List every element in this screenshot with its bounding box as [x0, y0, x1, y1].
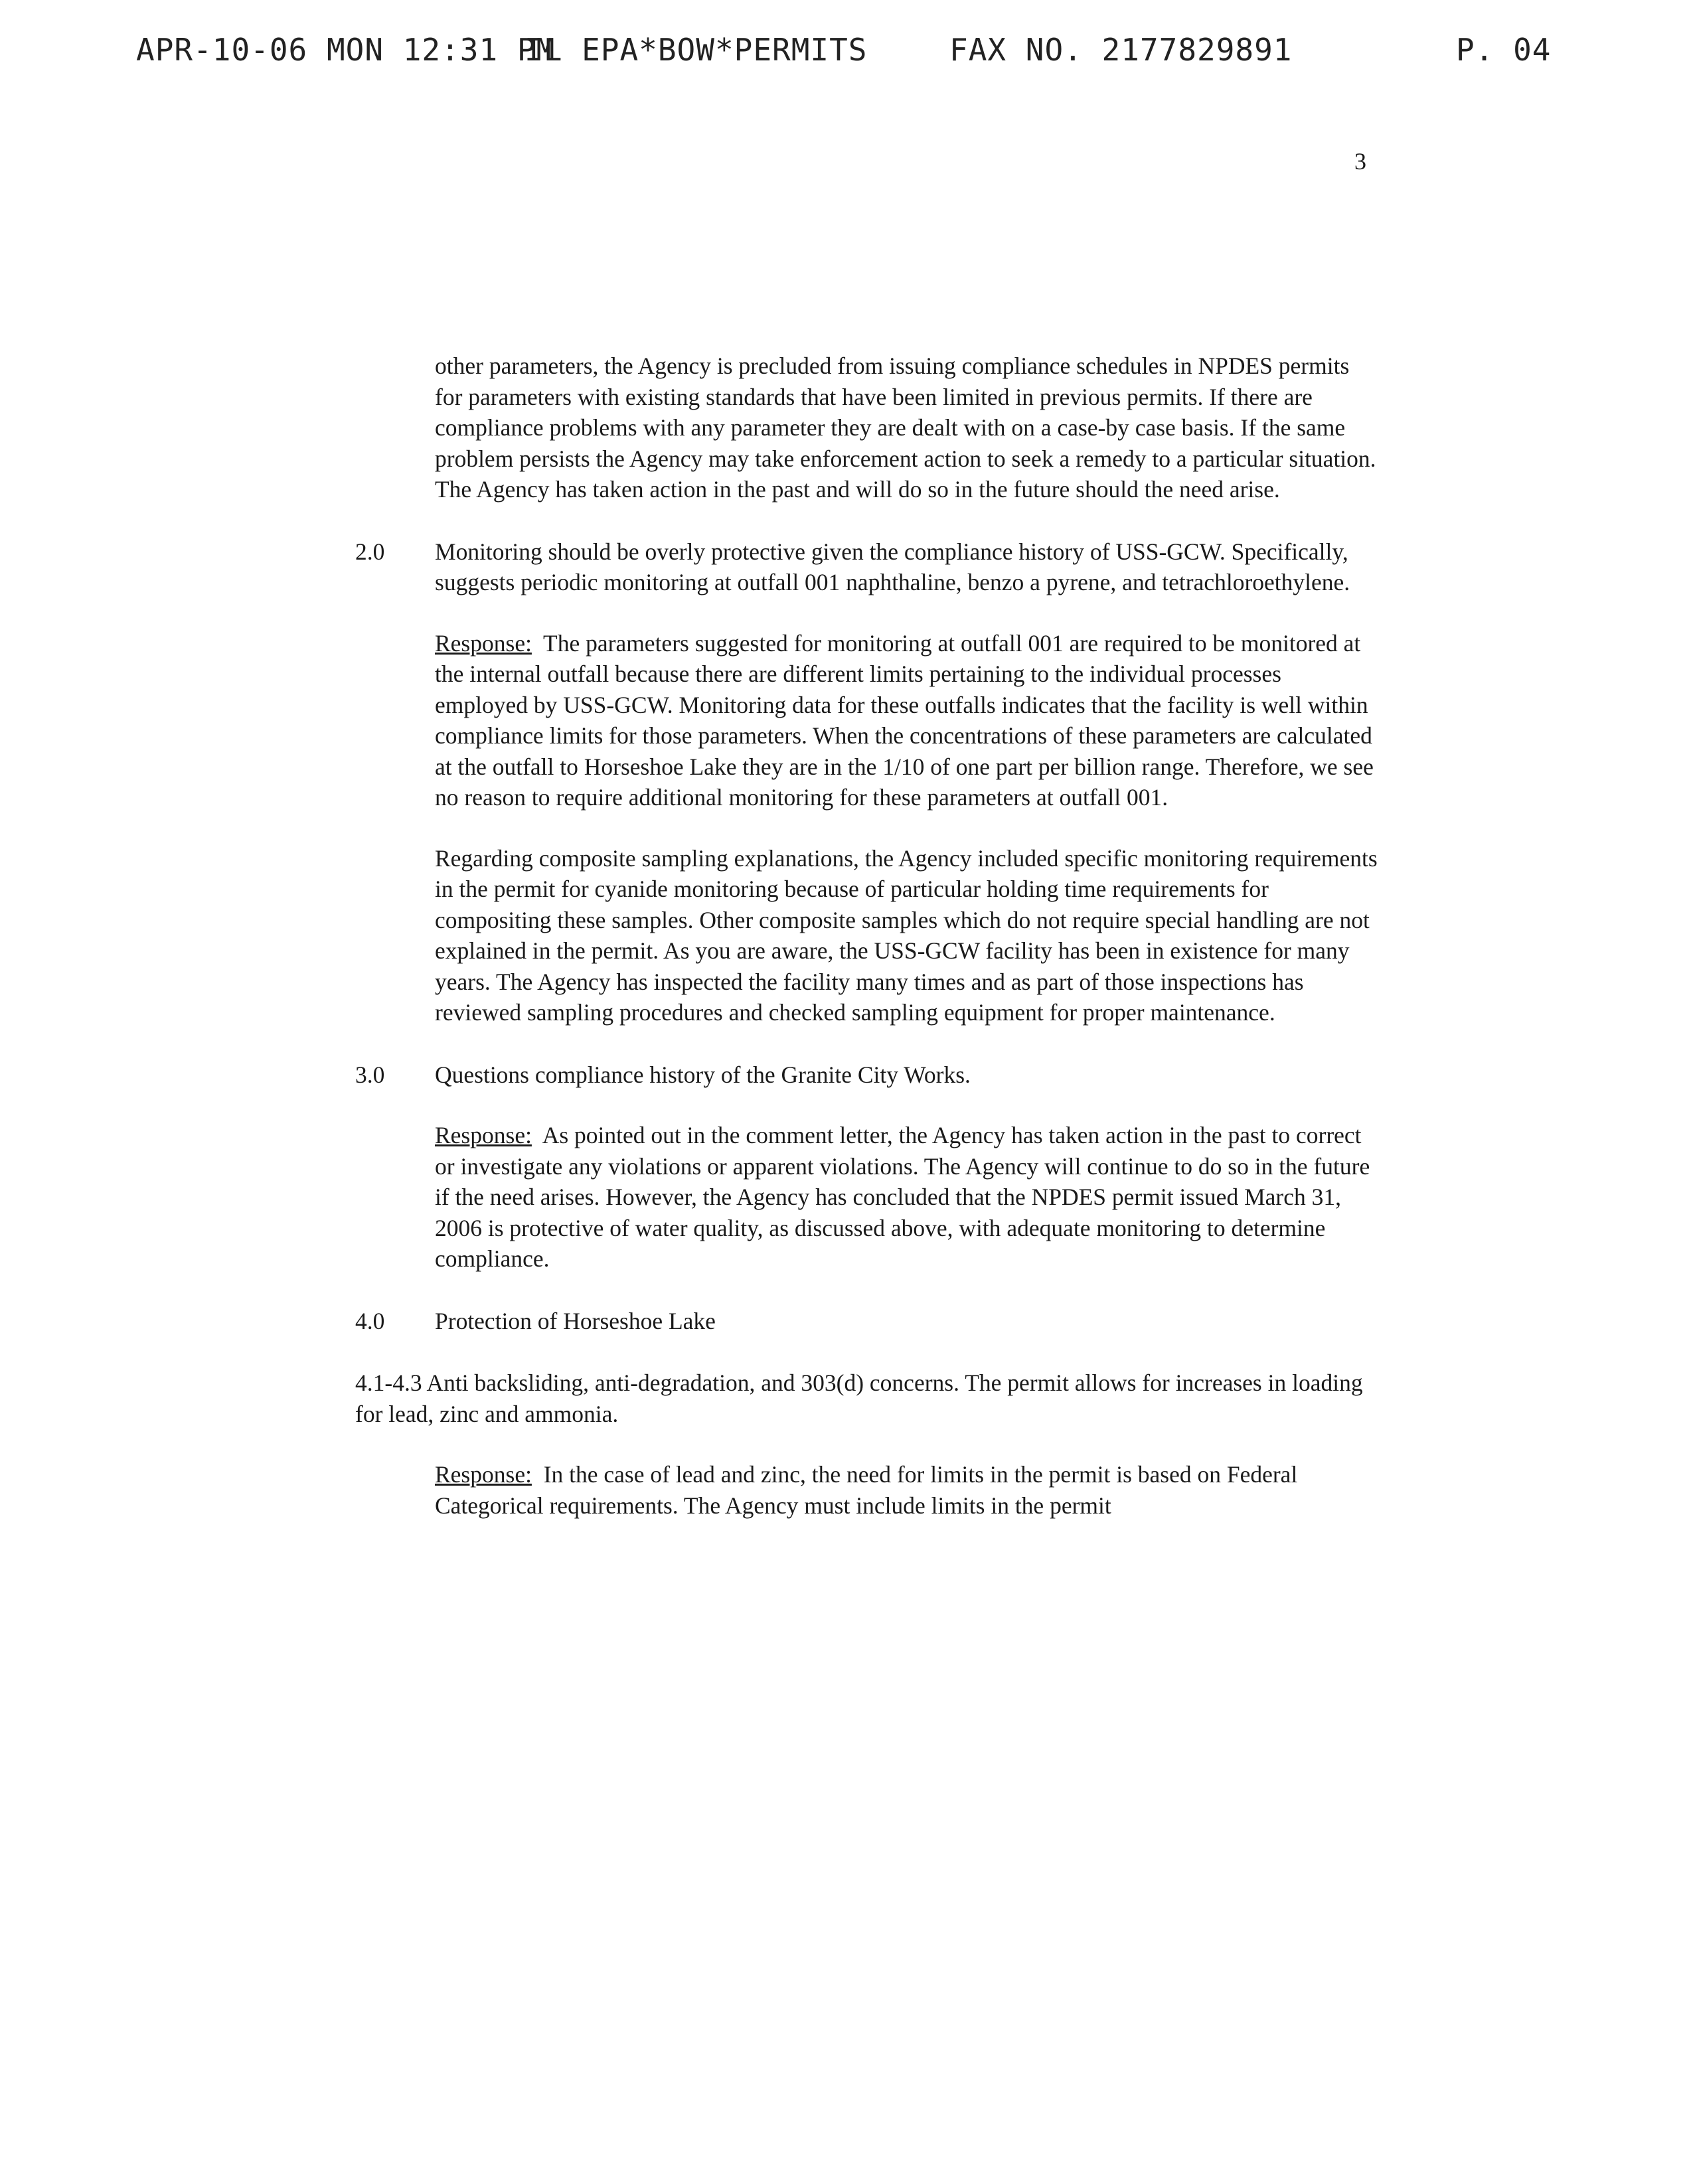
response-4-1	[435, 1459, 1378, 1521]
item-body: Anti backsliding, anti-degradation, and 303(d) concerns. The permit allows for increases in loading for lead, zinc and ammonia.	[355, 1369, 1363, 1427]
page-number: 3	[1354, 148, 1366, 175]
item-text	[355, 1367, 1378, 1429]
response-3-0	[435, 1120, 1378, 1275]
response-2-0	[435, 628, 1378, 813]
response-label: Response:	[435, 1122, 532, 1148]
document-body	[355, 351, 1378, 1521]
response-label: Response:	[435, 1461, 532, 1488]
item-2-0	[355, 536, 1378, 598]
fax-organization: IL EPA*BOW*PERMITS	[524, 32, 868, 68]
fax-number: FAX NO. 2177829891	[949, 32, 1293, 68]
item-4-0	[355, 1306, 1378, 1337]
item-text: Protection of Horseshoe Lake	[435, 1307, 716, 1334]
response-label: Response:	[435, 629, 532, 657]
item-number: 2.0	[355, 538, 385, 565]
item-number: 3.0	[355, 1061, 385, 1088]
fax-header	[0, 32, 1689, 78]
response-text: In the case of lead and zinc, the need for limits in the permit is based on Federal Categorical requirements. The Agency must include limits in the permit	[435, 1461, 1298, 1519]
response-text: The parameters suggested for monitoring at outfall 001 are required to be monitored at the internal outfall because there are different limits pertaining to the individual processes employed by USS-GCW. Monitoring data for these outfalls indicates that the facility is well within compliance limits for those parameters. When the concentrations of these parameters are calculated at the outfall to Horseshoe Lake they are in the 1/10 of one part per billion range. Therefore, we see no reason to require additional monitoring for these parameters at outfall 001.	[435, 629, 1374, 811]
fax-date-time: APR-10-06 MON 12:31 PM	[136, 32, 556, 68]
item-number: 4.1-4.3	[355, 1369, 422, 1396]
item-4-1-4-3	[355, 1367, 1378, 1429]
continuation-paragraph: other parameters, the Agency is precluded from issuing compliance schedules in NPDES permits for parameters with existing standards that have been limited in previous permits. If there are compliance problems with any parameter they are dealt with on a case-by case basis. If the same problem persists the Agency may take enforcement action to seek a remedy to a particular situation. The Agency has taken action in the past and will do so in the future should the need arise.	[435, 352, 1376, 503]
item-3-0	[355, 1059, 1378, 1091]
item-text: Monitoring should be overly protective given the compliance history of USS-GCW. Specifically, suggests periodic monitoring at outfall 001 naphthaline, benzo a pyrene, and tetrachloroethylene.	[435, 538, 1350, 595]
composite-sampling-paragraph: Regarding composite sampling explanations, the Agency included specific monitoring requirements in the permit for cyanide monitoring because of particular holding time requirements for compositing these samples. Other composite samples which do not require special handling are not explained in the permit. As you are aware, the USS-GCW facility has been in existence for many years. The Agency has inspected the facility many times and as part of those inspections has reviewed sampling procedures and checked sampling equipment for proper maintenance.	[435, 844, 1378, 1026]
fax-page: P. 04	[1456, 32, 1552, 68]
response-text: As pointed out in the comment letter, the Agency has taken action in the past to correct or investigate any violations or apparent violations. The Agency will continue to do so in the future if the need arises. However, the Agency has concluded that the NPDES permit issued March 31, 2006 is protective of water quality, as discussed above, with adequate monitoring to determine compliance.	[435, 1122, 1370, 1272]
item-number: 4.0	[355, 1307, 385, 1334]
item-text: Questions compliance history of the Granite City Works.	[435, 1061, 971, 1088]
